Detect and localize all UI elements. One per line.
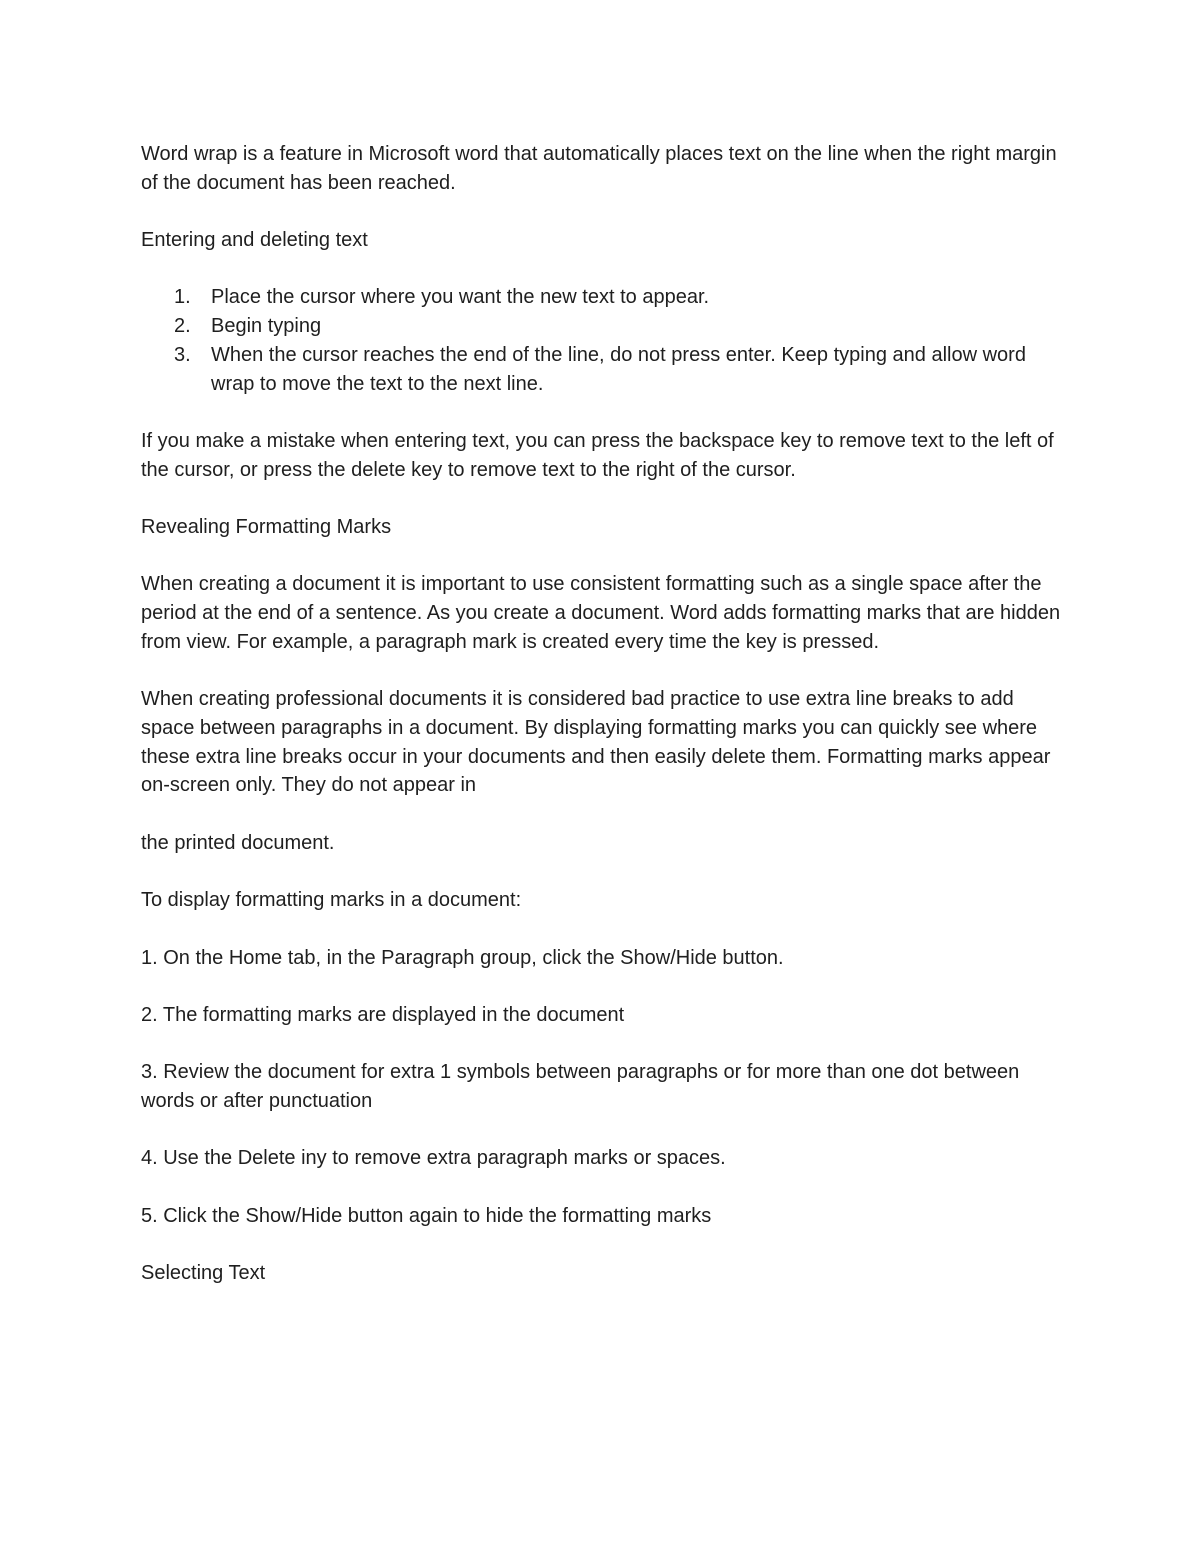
list-item xyxy=(141,283,1071,312)
display-step-5: 5. Click the Show/Hide button again to hide the formatting marks xyxy=(141,1204,712,1227)
list-item xyxy=(141,312,1071,341)
display-step-1: 1. On the Home tab, in the Paragraph group, click the Show/Hide button. xyxy=(141,946,784,969)
entering-heading: Entering and deleting text xyxy=(141,229,368,252)
mistake-paragraph: If you make a mistake when entering text, you can press the backspace key to remove text to the left of the cursor, or press the delete key to remove text to the right of the cursor. xyxy=(141,429,1054,481)
list-item-number: 2. xyxy=(174,315,191,338)
document-page xyxy=(141,140,1071,1317)
display-step-2: 2. The formatting marks are displayed in the document xyxy=(141,1003,625,1026)
revealing-heading: Revealing Formatting Marks xyxy=(141,516,392,539)
list-item-text: Begin typing xyxy=(211,315,322,338)
display-step-4: 4. Use the Delete iny to remove extra paragraph marks or spaces. xyxy=(141,1147,726,1170)
list-item-number: 1. xyxy=(174,286,191,309)
printed-document-line: the printed document. xyxy=(141,831,335,854)
list-item-text: Place the cursor where you want the new text to appear. xyxy=(211,286,710,309)
selecting-heading: Selecting Text xyxy=(141,1262,266,1285)
list-item-text: When the cursor reaches the end of the line, do not press enter. Keep typing and allow word wrap to move the text to the next line. xyxy=(211,343,1026,395)
list-item-number: 3. xyxy=(174,343,191,366)
to-display-line: To display formatting marks in a document: xyxy=(141,889,522,912)
entering-steps-list xyxy=(141,283,1071,398)
professional-documents-paragraph: When creating professional documents it is considered bad practice to use extra line breaks to add space between paragraphs in a document. By displaying formatting marks you can quickly see where these extra line breaks occur in your documents and then easily delete them. Formatting marks appear on-screen only. They do not appear in xyxy=(141,688,1051,797)
intro-paragraph: Word wrap is a feature in Microsoft word that automatically places text on the line when the right margin of the document has been reached. xyxy=(141,143,1057,194)
display-step-3: 3. Review the document for extra 1 symbols between paragraphs or for more than one dot between words or after punctuation xyxy=(141,1061,1020,1113)
consistent-formatting-paragraph: When creating a document it is important to use consistent formatting such as a single space after the period at the end of a sentence. As you create a document. Word adds formatting marks that are hidden from view. For example, a paragraph mark is created every time the key is pressed. xyxy=(141,573,1061,653)
list-item xyxy=(141,341,1071,398)
